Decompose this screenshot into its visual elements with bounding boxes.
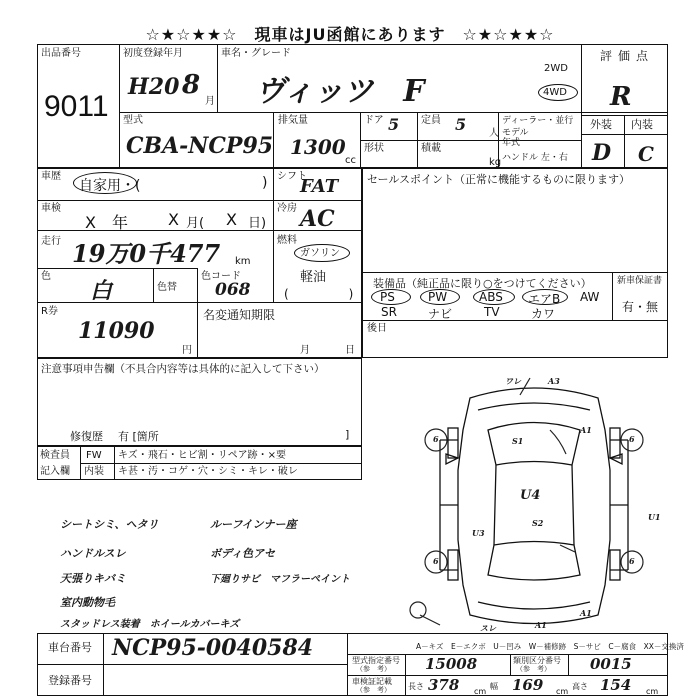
equipment-tv: TV [484, 305, 500, 319]
registration-label: 初度登録年月 [123, 48, 183, 59]
fuel-gasoline: ガソリン [300, 248, 340, 259]
mileage-value: 19万0千477 [72, 239, 221, 268]
grade-label: 評価点 [600, 49, 655, 63]
category-sub: （参 考） [516, 665, 551, 673]
capacity-value: 5 [455, 115, 467, 134]
inspector-note: シートシミ、ヘタリ [60, 518, 159, 531]
mark-s2: S2 [532, 518, 544, 528]
mark-a1-left: A1 [580, 425, 592, 435]
exterior-grade: D [592, 140, 612, 166]
interior-label: 内装 [631, 118, 653, 131]
mileage-unit: km [235, 256, 251, 267]
after-sales-label: 後日 [367, 323, 387, 334]
history-label: 車歴 [41, 171, 61, 182]
interior-grade: C [638, 142, 654, 166]
two-wd: 2WD [544, 63, 568, 74]
shift-label: シフト [277, 171, 307, 182]
load-unit: kg [489, 157, 502, 168]
color-label: 色 [41, 271, 51, 282]
inspection-day-unit: 日) [248, 216, 267, 231]
mark-bottom-left: スレ [480, 623, 496, 633]
dims-label: 車検証記載 [352, 677, 392, 686]
page-title: ☆★☆★★☆ 現車はJU函館にあります ☆★☆★★☆ [145, 25, 555, 44]
grade-value: R [610, 82, 632, 112]
mark-six-tr: 6 [629, 434, 635, 444]
inspector-fw: FW [86, 450, 102, 461]
lot-number: 9011 [44, 90, 109, 123]
equipment-ps: PS [380, 290, 395, 304]
color-change-label: 色替 [157, 282, 177, 293]
width-value: 169 [512, 676, 544, 694]
name-change-label: 名変通知期限 [203, 308, 276, 322]
registration-month: 8 [182, 70, 201, 100]
equipment-airbag: エアB [528, 292, 561, 306]
equipment-sr: SR [381, 305, 397, 319]
color-value: 白 [90, 278, 113, 304]
model-name-label: 車名・グレード [221, 48, 291, 59]
category-label: 類別区分番号 [513, 656, 561, 665]
displacement-unit: cc [345, 155, 356, 166]
notes-label: 注意事項申告欄（不具合内容等は具体的に記入して下さい） [41, 363, 325, 375]
damage-legend: A－キズ E－エクボ U－凹み W－補修跡 S－サビ C－腐食 XX－交換済 [416, 642, 684, 651]
chassis-label: 車台番号 [48, 641, 92, 654]
model-year-label: モデル 年式 [502, 128, 529, 148]
sales-point-label: セールスポイント（正常に機能するものに限ります） [367, 173, 631, 186]
inspection-day: X [226, 210, 237, 229]
dealer-label: ディーラー・並行 [502, 116, 574, 126]
inspector-int-items: キ甚・汚・コゲ・穴・シミ・キレ・破レ [118, 466, 298, 477]
fuel-label: 燃料 [277, 235, 297, 246]
mark-u1: U1 [648, 512, 661, 522]
capacity-label: 定員 [421, 115, 441, 126]
equipment-abs: ABS [479, 290, 503, 304]
warranty-value: 有・無 [622, 300, 659, 314]
equipment-navi: ナビ [428, 307, 453, 321]
displacement-label: 排気量 [278, 115, 308, 126]
fuel-paren: ( ) [284, 287, 354, 301]
length-unit: cm [474, 687, 487, 696]
inspector-fw-items: キズ・飛石・ヒビ割・リペア跡・×要 [118, 450, 286, 461]
inspector-note: 室内動物毛 [60, 596, 115, 609]
height-unit: cm [646, 687, 659, 696]
shift-value: FAT [300, 176, 339, 197]
inspector-note-right: 下廻りサビ マフラーペイント [210, 574, 350, 585]
handle-label: ハンドル 左・右 [502, 153, 568, 163]
inspector-int: 内装 [84, 466, 104, 477]
registration-year: H20 [128, 74, 180, 100]
length-label: 長さ [408, 682, 424, 691]
mileage-label: 走行 [41, 236, 61, 247]
category-value: 0015 [590, 655, 632, 673]
inspector-note: ハンドルスレ [60, 547, 126, 560]
reg-number-label: 登録番号 [48, 674, 92, 687]
length-value: 378 [428, 676, 460, 694]
inspector-note-right: ルーフインナー座 [210, 518, 297, 531]
displacement-value: 1300 [290, 135, 346, 159]
type-approval-label: 型式指定番号 [352, 656, 400, 665]
inspection-month-unit: 月( [186, 216, 205, 231]
width-unit: cm [556, 687, 569, 696]
r-ticket-value: 11090 [78, 318, 155, 344]
ac-value: AC [300, 206, 335, 232]
mark-six-br: 6 [629, 556, 635, 566]
mark-u4: U4 [520, 488, 541, 503]
lot-label: 出品番号 [41, 48, 81, 59]
history-value: 自家用・( [79, 178, 141, 194]
inspector-note: 天張りキバミ [60, 572, 126, 585]
fuel-light-oil: 軽油 [300, 270, 327, 285]
history-close: ) [262, 175, 268, 191]
equipment-pw: PW [428, 290, 448, 304]
r-ticket-unit: 円 [182, 345, 192, 356]
width-label: 幅 [490, 682, 498, 691]
mark-a1-right: A1 [580, 608, 592, 618]
warranty-label: 新車保証書 [617, 276, 663, 286]
model-code-value: CBA-NCP95 [126, 133, 274, 159]
repair-close: ] [345, 428, 350, 441]
equipment-label: 装備品（純正品に限り○をつけてください） [373, 277, 592, 290]
four-wd: 4WD [543, 87, 567, 98]
inspector-note: スタッドレス装着 ホイールカバーキズ [60, 619, 240, 630]
equipment-aw: AW [580, 290, 600, 304]
type-approval-sub: （参 考） [356, 665, 391, 673]
mark-six-tl: 6 [433, 434, 439, 444]
mark-bottom-a1: A1 [535, 620, 547, 630]
mark-s1: S1 [512, 436, 524, 446]
inspector-entry-label: 記入欄 [40, 466, 70, 477]
repair-value: 有 [箇所 [118, 430, 159, 443]
model-code-label: 型式 [123, 115, 143, 126]
mark-top2: A3 [548, 376, 560, 386]
ac-label: 冷房 [277, 203, 297, 214]
load-label: 積載 [421, 143, 441, 154]
height-label: 高さ [572, 682, 588, 691]
chassis-value: NCP95-0040584 [112, 635, 314, 661]
model-name-value: ヴィッツ F [255, 74, 425, 109]
inspection-month: X [168, 210, 179, 229]
registration-month-unit: 月 [205, 96, 215, 107]
r-ticket-label: R券 [41, 306, 58, 317]
car-diagram [400, 370, 668, 640]
inspector-label: 検査員 [40, 450, 70, 461]
name-change-month: 月 [300, 345, 310, 356]
name-change-day: 日 [345, 345, 355, 356]
color-code: 068 [215, 280, 251, 300]
height-value: 154 [600, 676, 632, 694]
mid-right-frame [362, 168, 668, 358]
exterior-label: 外装 [590, 118, 612, 131]
color-code-label: 色コード [201, 271, 241, 282]
type-approval-value: 15008 [425, 655, 478, 673]
mark-top: ワレ [505, 376, 521, 386]
mark-u3: U3 [472, 528, 485, 538]
repair-label: 修復歴 [70, 430, 103, 443]
capacity-unit: 人 [489, 128, 499, 139]
equipment-leather: カワ [531, 307, 556, 321]
inspection-label: 車検 [41, 203, 61, 214]
body-shape-label: 形状 [364, 143, 384, 154]
inspection-year: X 年 [85, 213, 128, 232]
doors-label: ドア [364, 115, 384, 126]
dims-sub: （参 考） [356, 686, 391, 694]
mark-six-bl: 6 [433, 556, 439, 566]
inspector-note-right: ボディ色アセ [210, 547, 276, 560]
doors-value: 5 [388, 115, 400, 134]
